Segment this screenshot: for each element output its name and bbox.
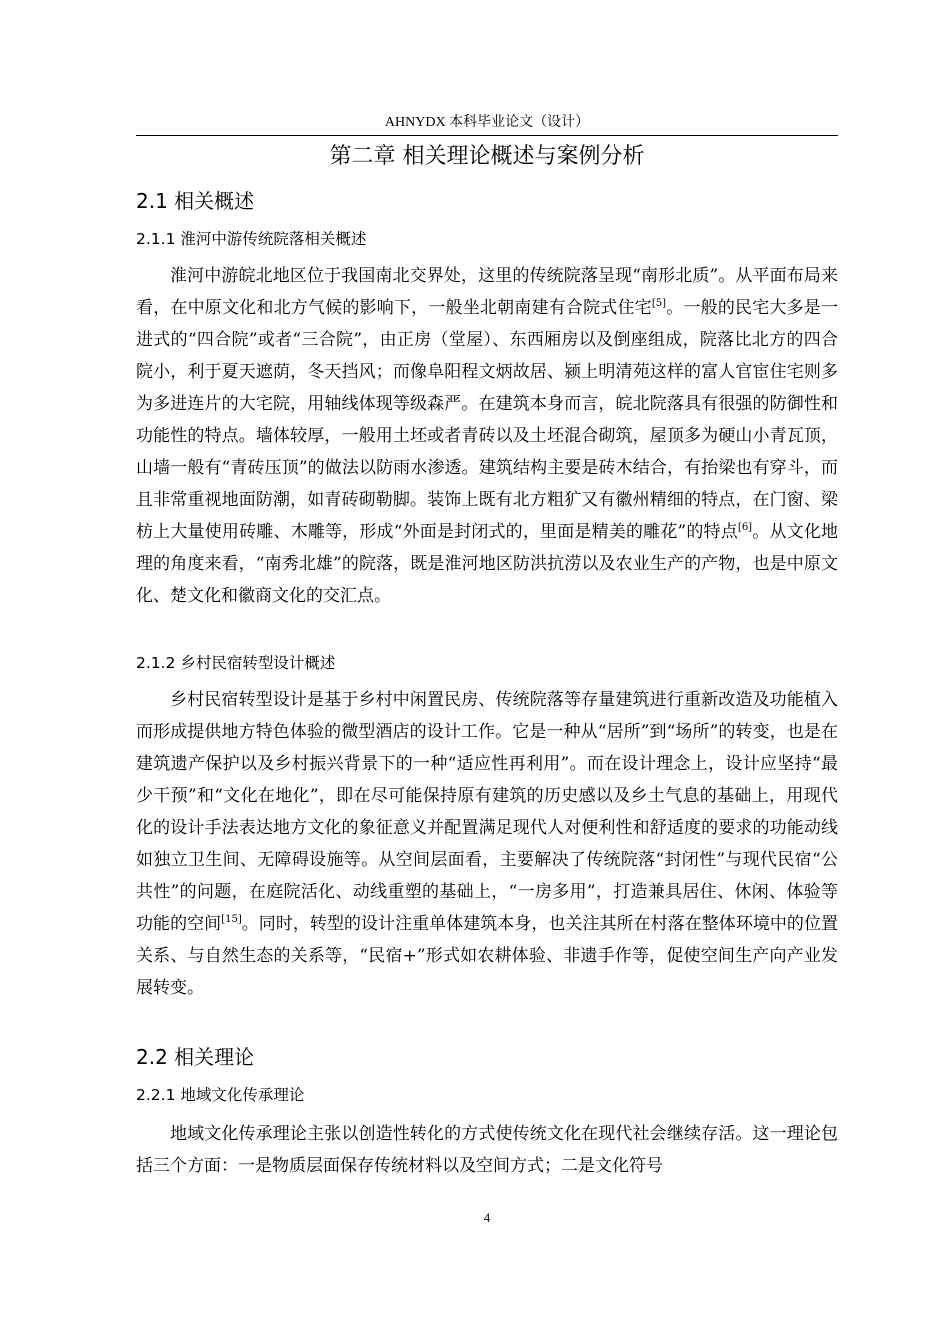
subsection-heading-2-1-1: 2.1.1 淮河中游传统院落相关概述 bbox=[136, 230, 367, 248]
paragraph-text: 。一般的民宅大多是一进式的“四合院”或者“三合院”，由正房（堂屋）、东西厢房以及倒座组成，院落比北方的四合院小，利于夏天遮荫，冬天挡风；而像阜阳程文炳故居、颍上明清苑这样的富人官宦住宅则多为多进连片的大宅院，用轴线体现等级森严。在建筑本身而言，皖北院落具有很强的防御性和功能性的特点。墙体较厚，一般用土坯或者青砖以及土坯混合砌筑，屋顶多为硬山小青瓦顶，山墙一般有“青砖压顶”的做法以防雨水渗透。建筑结构主要是砖木结合，有抬梁也有穿斗，而且非常重视地面防潮，如青砖砌勒脚。装饰上既有北方粗犷又有徽州精细的特点，在门窗、梁枋上大量使用砖雕、木雕等，形成“外面是封闭式的，里面是精美的雕花”的特点 bbox=[136, 298, 839, 542]
paragraph-text: 。从文化地理的角度来看，“南秀北雄”的院落，既是淮河地区防洪抗涝以及农业生产的产物，也是中原文化、楚文化和徽商文化的交汇点。 bbox=[136, 522, 839, 606]
paragraph-2-1-1 bbox=[136, 260, 838, 612]
paragraph-text: 地域文化传承理论主张以创造性转化的方式使传统文化在现代社会继续存活。这一理论包括三个方面：一是物质层面保存传统材料以及空间方式；二是文化符号 bbox=[136, 1124, 838, 1176]
paragraph-2-2-1 bbox=[136, 1118, 838, 1182]
citation: [5] bbox=[651, 298, 667, 309]
paragraph-text: 。同时，转型的设计注重单体建筑本身，也关注其所在村落在整体环境中的位置关系、与自然生态的关系等，“民宿+”形式如农耕体验、非遗手作等，促使空间生产向产业发展转变。 bbox=[136, 914, 839, 998]
header-rule bbox=[136, 135, 838, 136]
page-number: 4 bbox=[483, 1210, 491, 1225]
paragraph-2-1-2 bbox=[136, 684, 838, 1004]
citation: [6] bbox=[737, 522, 753, 533]
section-heading-2-1: 2.1 相关概述 bbox=[136, 189, 255, 213]
paragraph-text: 淮河中游皖北地区位于我国南北交界处，这里的传统院落呈现“南形北质”。从平面布局来看，在中原文化和北方气候的影响下，一般坐北朝南建有合院式住宅 bbox=[136, 266, 838, 318]
subsection-heading-2-2-1: 2.2.1 地域文化传承理论 bbox=[136, 1086, 305, 1104]
section-heading-2-2: 2.2 相关理论 bbox=[136, 1045, 255, 1069]
chapter-title: 第二章 相关理论概述与案例分析 bbox=[329, 144, 645, 169]
subsection-heading-2-1-2: 2.1.2 乡村民宿转型设计概述 bbox=[136, 654, 336, 672]
running-header: AHNYDX 本科毕业论文（设计） bbox=[384, 115, 590, 130]
citation: [15] bbox=[221, 914, 242, 925]
paragraph-text: 乡村民宿转型设计是基于乡村中闲置民房、传统院落等存量建筑进行重新改造及功能植入而形成提供地方特色体验的微型酒店的设计工作。它是一种从“居所”到“场所”的转变，也是在建筑遗产保护以及乡村振兴背景下的一种“适应性再利用”。而在设计理念上，设计应坚持“最少干预”和“文化在地化”，即在尽可能保持原有建筑的历史感以及乡土气息的基础上，用现代化的设计手法表达地方文化的象征意义并配置满足现代人对便利性和舒适度的要求的功能动线如独立卫生间、无障碍设施等。从空间层面看，主要解决了传统院落“封闭性”与现代民宿“公共性”的问题，在庭院活化、动线重塑的基础上，“一房多用”，打造兼具居住、休闲、体验等功能的空间 bbox=[136, 690, 838, 934]
